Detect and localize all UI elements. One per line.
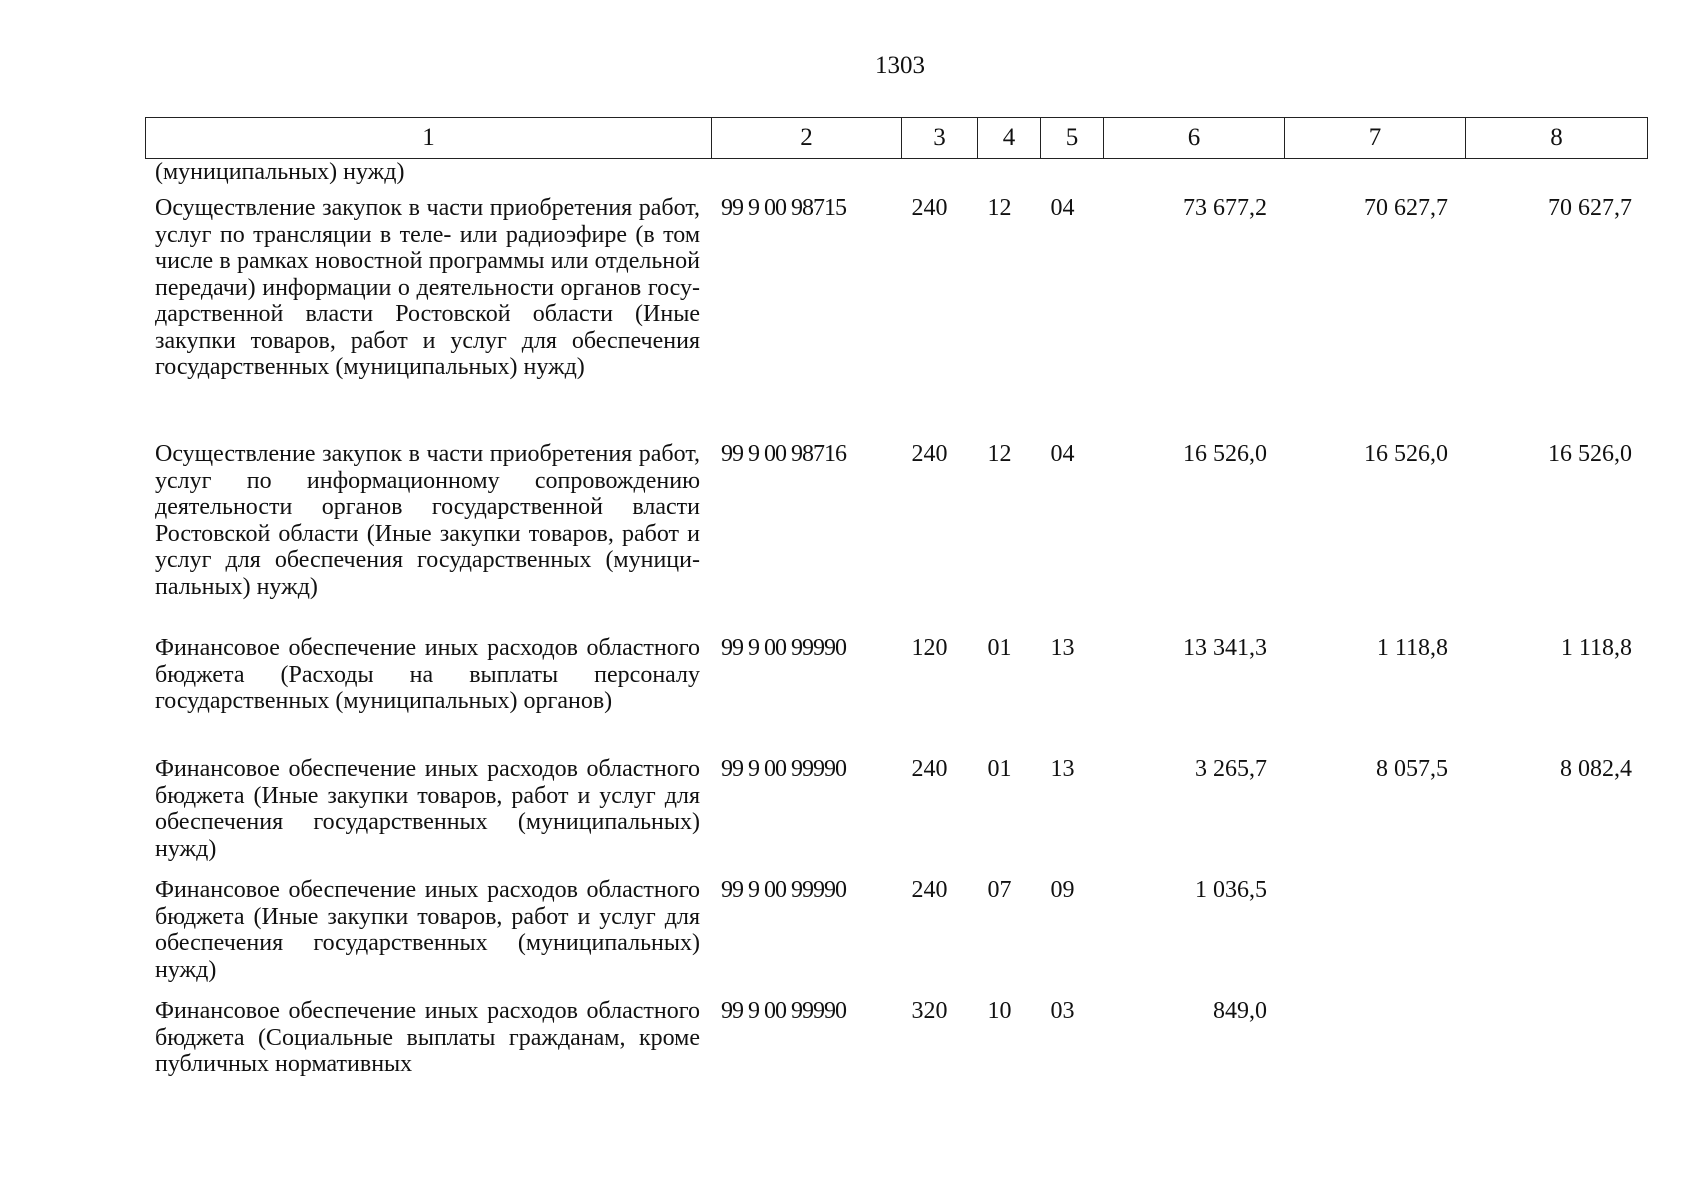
column-header-5: 5 <box>1041 118 1104 159</box>
row-section: 01 <box>987 635 1012 661</box>
row-amount-col7: 1 118,8 <box>1376 635 1448 661</box>
row-amount-col8: 8 082,4 <box>1560 756 1632 782</box>
row-description: Осуществление закупок в части приобретения работ, услуг по информационному сопровождению деятельности органов государственной власти Ростовской области (Иные закупки товаров, работ и услуг для обеспечения государственных (муниципальных) нужд) <box>155 441 700 600</box>
row-expense-type: 320 <box>911 998 948 1024</box>
row-amount-col6: 73 677,2 <box>1183 195 1267 221</box>
row-expense-type: 240 <box>911 877 948 903</box>
row-expense-type: 240 <box>911 195 948 221</box>
column-number-header <box>145 117 1648 159</box>
row-target-code: 99 9 00 99990 <box>721 635 846 661</box>
row-amount-col6: 3 265,7 <box>1195 756 1267 782</box>
row-amount-col8: 1 118,8 <box>1560 635 1632 661</box>
row-description: Финансовое обеспечение иных расходов областного бюджета (Социальные выплаты гражданам, кроме публичных нормативных <box>155 998 700 1077</box>
row-target-code: 99 9 00 98715 <box>721 195 846 221</box>
row-subsection: 09 <box>1050 877 1075 903</box>
row-target-code: 99 9 00 99990 <box>721 998 846 1024</box>
row-section: 01 <box>987 756 1012 782</box>
column-header-7: 7 <box>1285 118 1466 159</box>
row-amount-col7: 16 526,0 <box>1364 441 1448 467</box>
row-expense-type: 240 <box>911 441 948 467</box>
row-subsection: 13 <box>1050 635 1075 661</box>
row-amount-col6: 1 036,5 <box>1195 877 1267 903</box>
row-description: Финансовое обеспечение иных расходов областного бюджета (Расходы на выплаты персоналу государственных (муниципальных) органов) <box>155 635 700 714</box>
row-amount-col6: 16 526,0 <box>1183 441 1267 467</box>
column-header-3: 3 <box>902 118 978 159</box>
row-target-code: 99 9 00 98716 <box>721 441 846 467</box>
row-amount-col6: 849,0 <box>1213 998 1267 1024</box>
row-section: 12 <box>987 195 1012 221</box>
continuation-text: (муниципальных) нужд) <box>155 159 405 185</box>
row-amount-col7: 70 627,7 <box>1364 195 1448 221</box>
column-header-1: 1 <box>146 118 712 159</box>
row-description: Финансовое обеспечение иных расходов областного бюджета (Иные закупки товаров, работ и услуг для обеспечения государственных (муниципальных) нужд) <box>155 877 700 983</box>
column-header-8: 8 <box>1466 118 1648 159</box>
page-number: 1303 <box>875 52 925 79</box>
row-expense-type: 120 <box>911 635 948 661</box>
row-subsection: 03 <box>1050 998 1075 1024</box>
column-header-6: 6 <box>1104 118 1285 159</box>
column-header-4: 4 <box>978 118 1041 159</box>
row-section: 07 <box>987 877 1012 903</box>
row-expense-type: 240 <box>911 756 948 782</box>
row-amount-col8: 16 526,0 <box>1548 441 1632 467</box>
row-subsection: 13 <box>1050 756 1075 782</box>
row-target-code: 99 9 00 99990 <box>721 756 846 782</box>
row-target-code: 99 9 00 99990 <box>721 877 846 903</box>
row-description: Осуществление закупок в части приобретения работ, услуг по трансляции в теле- или радиоэфире (в том числе в рамках новостной программы или отдельной передачи) информации о деятельности органов государственной власти Ростовской области (Иные закупки товаров, работ и услуг для обеспечения государственных (муниципальных) нужд) <box>155 195 700 380</box>
column-header-2: 2 <box>712 118 902 159</box>
row-amount-col8: 70 627,7 <box>1548 195 1632 221</box>
row-amount-col6: 13 341,3 <box>1183 635 1267 661</box>
row-subsection: 04 <box>1050 441 1075 467</box>
row-section: 10 <box>987 998 1012 1024</box>
row-amount-col7: 8 057,5 <box>1376 756 1448 782</box>
row-description: Финансовое обеспечение иных расходов областного бюджета (Иные закупки товаров, работ и услуг для обеспечения государственных (муниципальных) нужд) <box>155 756 700 862</box>
row-section: 12 <box>987 441 1012 467</box>
row-subsection: 04 <box>1050 195 1075 221</box>
